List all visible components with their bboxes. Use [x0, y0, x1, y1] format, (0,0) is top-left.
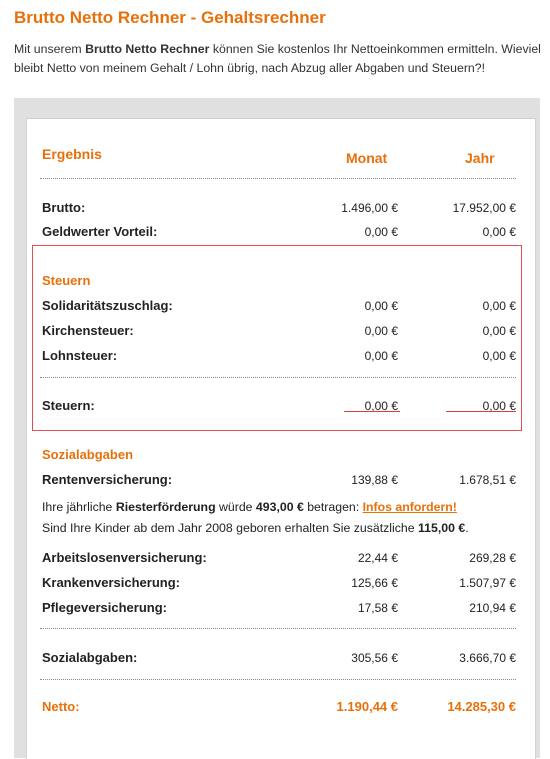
arbeitslos-year: 269,28 € — [469, 551, 516, 565]
sozial-total-year: 3.666,70 € — [459, 651, 516, 665]
arbeitslos-month: 22,44 € — [357, 551, 398, 565]
steuern-total-label: Steuern: — [42, 398, 95, 413]
pflege-month: 17,58 € — [357, 601, 398, 615]
kinder-text2: . — [465, 521, 469, 535]
infos-anfordern-link[interactable]: Infos anfordern! — [362, 500, 457, 514]
lohnsteuer-label: Lohnsteuer: — [42, 348, 118, 363]
kinder-note — [42, 521, 469, 535]
divider — [40, 377, 516, 378]
lohnsteuer-month: 0,00 € — [364, 349, 398, 363]
geldwert-year: 0,00 € — [482, 225, 516, 239]
divider — [40, 178, 516, 179]
sozial-heading: Sozialabgaben — [42, 447, 134, 462]
intro-part1: Mit unserem — [14, 42, 86, 56]
sozial-total-label: Sozialabgaben: — [42, 650, 138, 665]
netto-label: Netto: — [42, 699, 80, 714]
netto-month: 1.190,44 € — [336, 699, 398, 714]
kirchensteuer-month: 0,00 € — [364, 324, 398, 338]
divider — [40, 679, 516, 680]
steuern-year-underline — [446, 411, 516, 412]
kranken-label: Krankenversicherung: — [42, 575, 180, 590]
kranken-year: 1.507,97 € — [459, 576, 516, 590]
soli-label: Solidaritätszuschlag: — [42, 298, 173, 313]
kinder-text1: Sind Ihre Kinder ab dem Jahr 2008 geboren erhalten Sie zusätzliche — [42, 521, 418, 535]
lohnsteuer-year: 0,00 € — [482, 349, 516, 363]
brutto-month: 1.496,00 € — [341, 201, 398, 215]
riester-bold: Riesterförderung — [115, 500, 216, 514]
steuern-total-month: 0,00 € — [364, 399, 398, 413]
col-year-header: Jahr — [465, 150, 495, 166]
intro-bold: Brutto Netto Rechner — [85, 42, 210, 56]
soli-month: 0,00 € — [364, 299, 398, 313]
kirchensteuer-label: Kirchensteuer: — [42, 323, 134, 338]
steuern-month-underline — [344, 411, 400, 412]
brutto-year: 17.952,00 € — [452, 201, 516, 215]
riester-amount: 493,00 € — [255, 500, 304, 514]
pflege-year: 210,94 € — [469, 601, 516, 615]
rente-label: Rentenversicherung: — [42, 472, 173, 487]
sozial-total-month: 305,56 € — [351, 651, 398, 665]
divider — [40, 628, 516, 629]
col-month-header: Monat — [346, 150, 388, 166]
page-title: Brutto Netto Rechner - Gehaltsrechner — [14, 8, 326, 27]
netto-year: 14.285,30 € — [447, 699, 516, 714]
riester-note — [42, 500, 457, 514]
arbeitslos-label: Arbeitslosenversicherung: — [42, 550, 207, 565]
soli-year: 0,00 € — [482, 299, 516, 313]
intro-part2: können Sie kostenlos Ihr Nettoeinkommen ermitteln. Wieviel bleibt Netto von meinem Gehalt / Lohn übrig, nach Abzug aller Abgaben und Steuern?! — [14, 42, 541, 75]
steuern-total-year: 0,00 € — [482, 399, 516, 413]
riester-text2: würde — [215, 500, 256, 514]
steuern-heading: Steuern — [42, 273, 91, 288]
brutto-label: Brutto: — [42, 200, 86, 215]
geldwert-label: Geldwerter Vorteil: — [42, 224, 158, 239]
geldwert-month: 0,00 € — [364, 225, 398, 239]
intro-text — [14, 40, 544, 78]
rente-month: 139,88 € — [351, 473, 398, 487]
result-heading: Ergebnis — [42, 146, 102, 162]
pflege-label: Pflegeversicherung: — [42, 600, 167, 615]
riester-text3: betragen: — [303, 500, 363, 514]
rente-year: 1.678,51 € — [459, 473, 516, 487]
kranken-month: 125,66 € — [351, 576, 398, 590]
kirchensteuer-year: 0,00 € — [482, 324, 516, 338]
kinder-amount: 115,00 € — [417, 521, 466, 535]
riester-text1: Ihre jährliche — [42, 500, 116, 514]
